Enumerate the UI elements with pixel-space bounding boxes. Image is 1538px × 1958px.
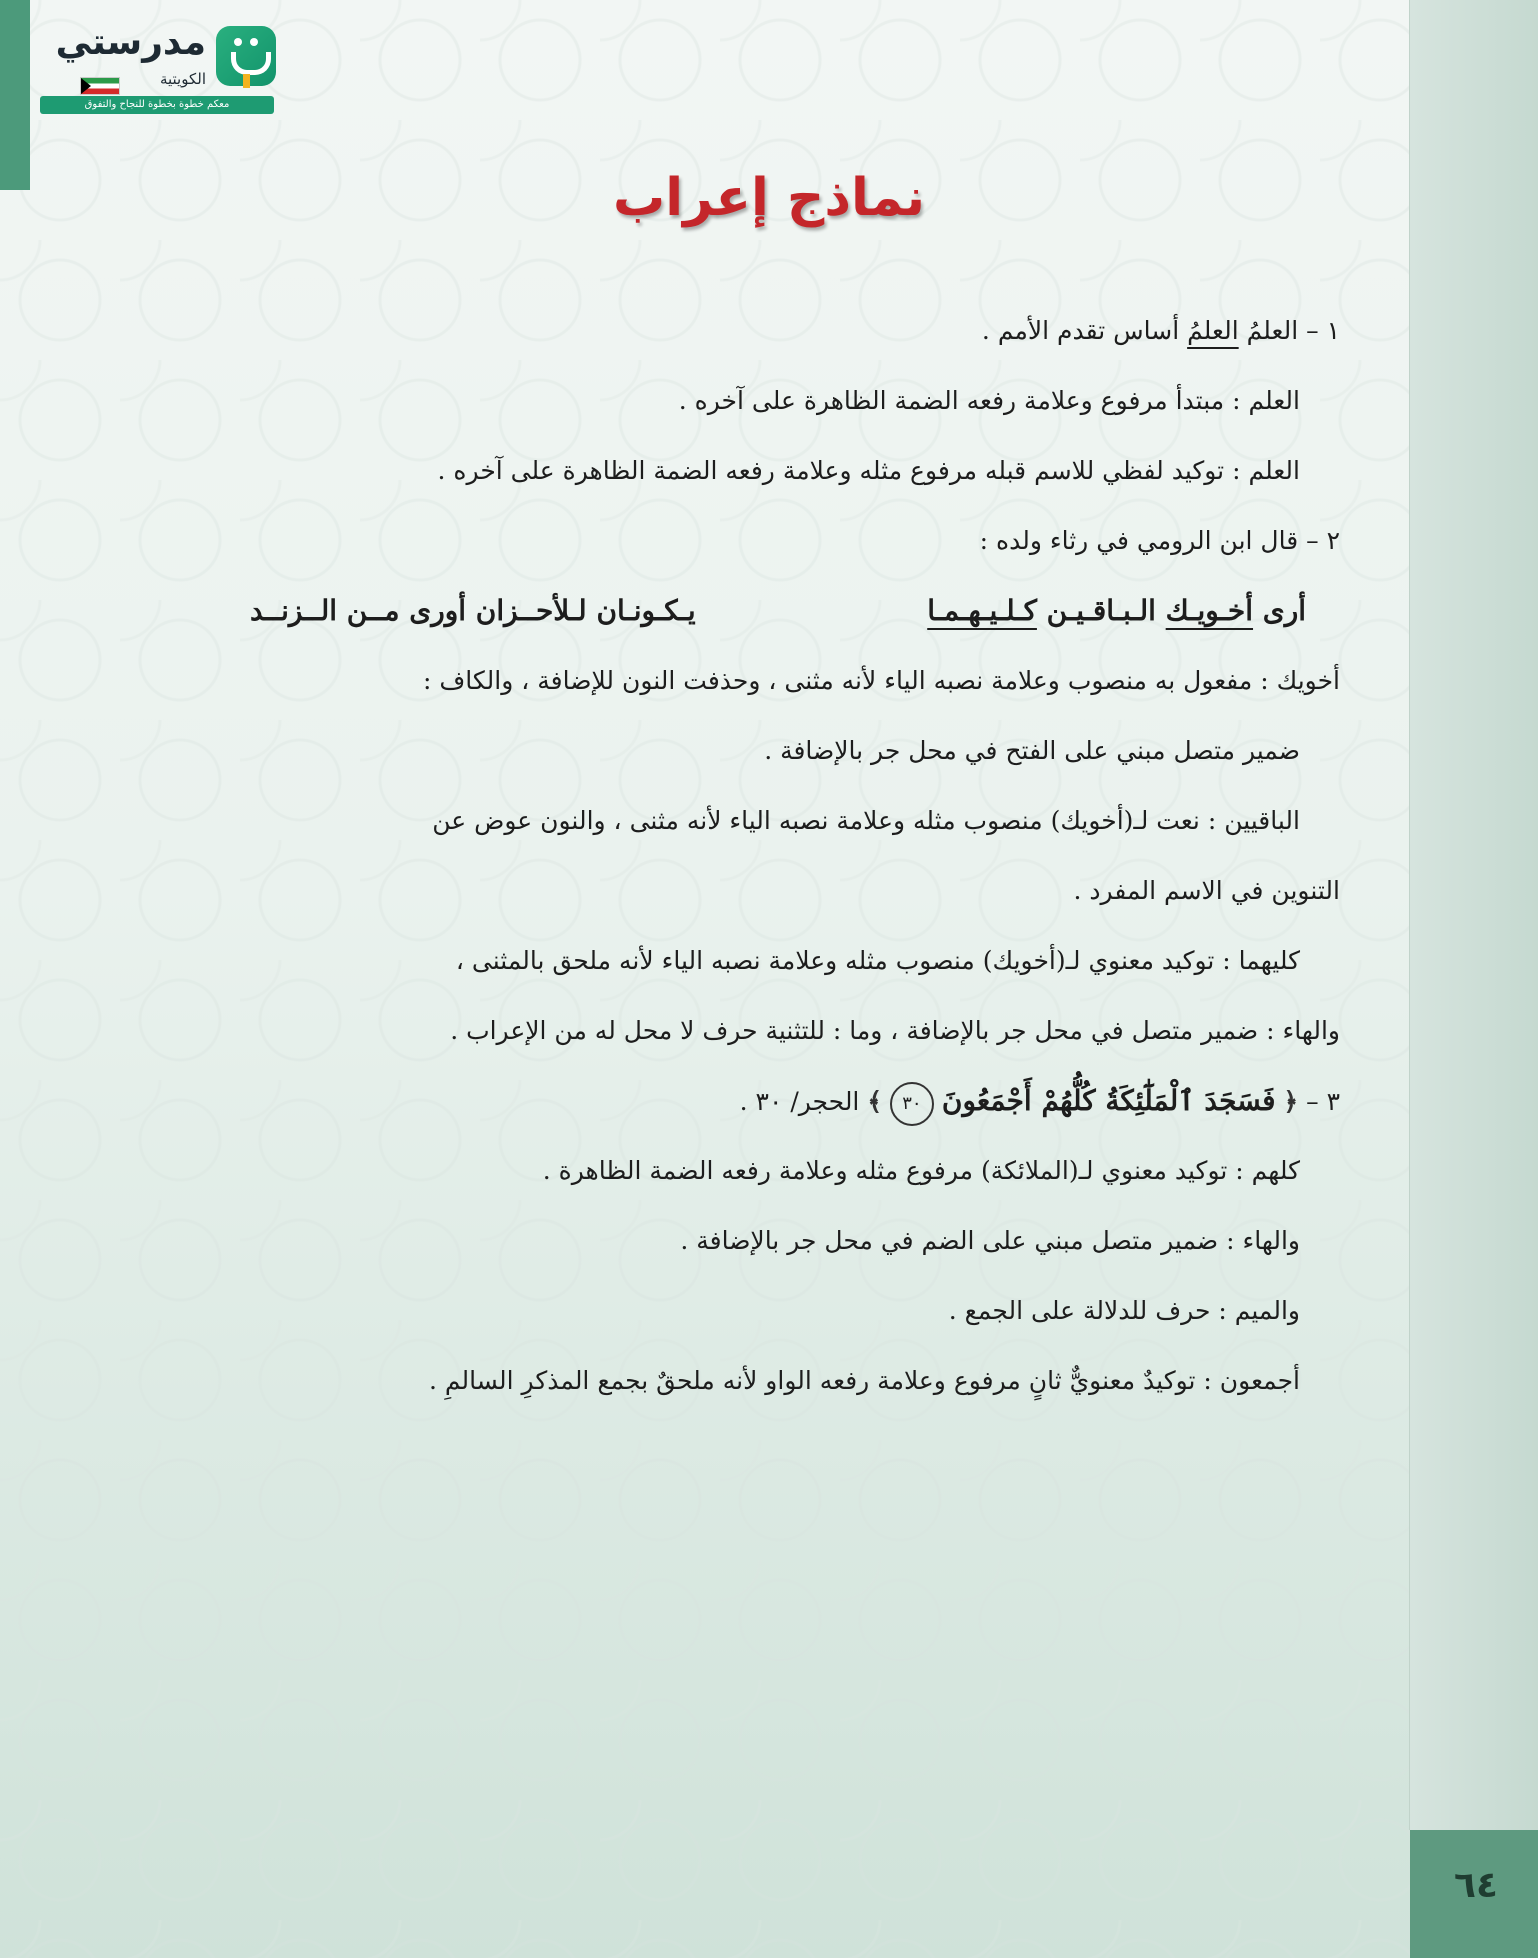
surah-reference: الحجر/ ٣٠ . [739,1087,868,1116]
madrasati-logo [38,20,278,115]
logo-title: مدرستي [55,22,206,63]
example-2-intro: ٢ – قال ابن الرومي في رثاء ولده : [979,526,1340,555]
parse-line: العلم : توكيد لفظي للاسم قبله مرفوع مثله وعلامة رفعه الضمة الظاهرة على آخره . [437,456,1300,485]
parse-line: والهاء : ضمير متصل مبني على الضم في محل جر بالإضافة . [680,1226,1300,1255]
parse-line: والميم : حرف للدلالة على الجمع . [948,1296,1300,1325]
poem-verse [230,576,1340,646]
logo-icon [216,26,276,86]
example-3-quran: ٣ – ﴿ فَسَجَدَ ٱلْمَلَٰٓئِكَةُ كُلُّهُمْ أَجْمَعُونَ ٣٠ ﴾ الحجر/ ٣٠ . [230,1066,1340,1136]
kuwait-flag-icon [80,77,120,95]
verse-second-hemistich: يـكـونـان لـلأحــزان أورى مــن الــزنــد [250,594,696,627]
quran-verse: فَسَجَدَ ٱلْمَلَٰٓئِكَةُ كُلُّهُمْ أَجْمَعُونَ [941,1084,1276,1117]
parse-line: ضمير متصل مبني على الفتح في محل جر بالإضافة . [764,736,1300,765]
parse-line: العلم : مبتدأ مرفوع وعلامة رفعه الضمة الظاهرة على آخره . [678,386,1300,415]
page-content [230,296,1340,1416]
underlined-word: العلمُ [1187,316,1239,345]
parse-line: الباقيين : نعت لـ(أخويك) منصوب مثله وعلامة نصبه الياء لأنه مثنى ، والنون عوض عن [432,806,1300,835]
verse-first-hemistich: أرى أخـويـك الـبـاقـيـن كـلـيـهـمـا [927,594,1306,627]
parse-line: التنوين في الاسم المفرد . [1073,876,1340,905]
example-1-sentence: ١ – العلمُ العلمُ أساس تقدم الأمم . [981,316,1340,345]
ayah-number: ٣٠ [890,1082,934,1126]
parse-line: أخويك : مفعول به منصوب وعلامة نصبه الياء لأنه مثنى ، وحذفت النون للإضافة ، والكاف : [422,666,1340,695]
right-decorative-band [1409,0,1538,1830]
left-accent-bar [0,0,30,190]
logo-slogan: معكم خطوة بخطوة للنجاح والتفوق [40,96,274,114]
parse-line: كليهما : توكيد معنوي لـ(أخويك) منصوب مثله وعلامة نصبه الياء لأنه ملحق بالمثنى ، [455,946,1300,975]
parse-line: كلهم : توكيد معنوي لـ(الملائكة) مرفوع مثله وعلامة رفعه الضمة الظاهرة . [542,1156,1300,1185]
page-number: ٦٤ [1454,1865,1498,1906]
page-title: نماذج إعراب [613,168,925,228]
parse-line: أجمعون : توكيدٌ معنويٌّ ثانٍ مرفوع وعلامة رفعه الواو لأنه ملحقٌ بجمع المذكرِ السالمِ . [428,1366,1300,1395]
logo-subtitle: الكويتية [159,70,206,88]
parse-line: والهاء : ضمير متصل في محل جر بالإضافة ، وما : للتثنية حرف لا محل له من الإعراب . [450,1016,1340,1045]
